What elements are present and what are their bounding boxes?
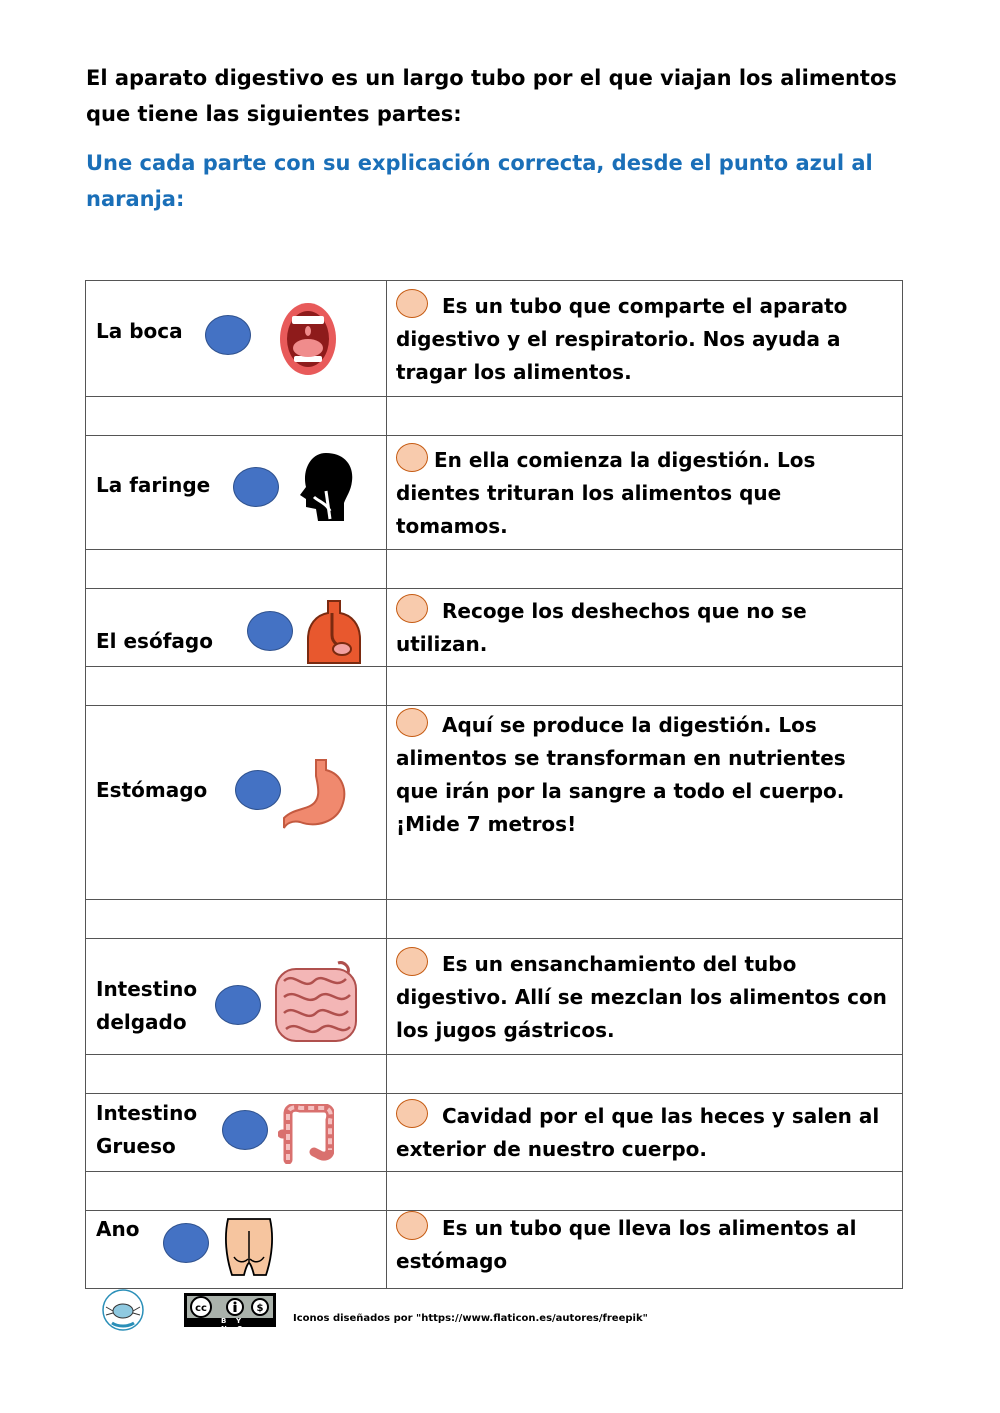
part-name: Ano	[96, 1217, 140, 1241]
blue-dot[interactable]	[163, 1223, 209, 1263]
part-cell	[86, 1094, 387, 1172]
spacer-row	[86, 900, 903, 939]
orange-dot[interactable]	[396, 947, 428, 976]
part-name: La faringe	[96, 473, 211, 497]
cc-icon	[188, 1296, 274, 1318]
head-silhouette-icon	[296, 451, 356, 523]
svg-text:$: $	[256, 1303, 264, 1314]
description-text: Recoge los deshechos que no se utilizan.	[396, 599, 807, 656]
part-cell	[86, 939, 387, 1055]
table-row	[86, 706, 903, 900]
svg-text:cc: cc	[195, 1303, 207, 1314]
orange-dot[interactable]	[396, 1099, 428, 1128]
icon-credit: Iconos diseñados por "https://www.flaticon.es/autores/freepik"	[293, 1313, 648, 1324]
description-text: Aquí se produce la digestión. Los alimentos se transforman en nutrientes que irán por la sangre a todo el cuerpo.	[396, 713, 846, 803]
part-name: Intestino delgado	[96, 977, 198, 1034]
spacer-row	[86, 397, 903, 436]
description-cell	[387, 939, 903, 1055]
description-cell	[387, 1211, 903, 1289]
orange-dot[interactable]	[396, 1211, 428, 1240]
spacer-row	[86, 1172, 903, 1211]
orange-dot[interactable]	[396, 594, 428, 623]
intro-text: El aparato digestivo es un largo tubo por el que viajan los alimentos que tiene las siguientes partes:	[86, 66, 897, 126]
part-cell	[86, 1211, 387, 1289]
large-intestine-icon	[278, 1104, 334, 1164]
table-row	[86, 939, 903, 1055]
part-name: La boca	[96, 319, 183, 343]
table-row	[86, 1094, 903, 1172]
description-text: Es un ensanchamiento del tubo digestivo. Allí se mezclan los alimentos con los jugos gástricos.	[396, 951, 887, 1042]
spacer-row	[86, 1055, 903, 1094]
mouth-icon	[278, 301, 338, 377]
stomach-icon	[282, 758, 350, 830]
blue-dot[interactable]	[233, 467, 279, 507]
part-cell	[86, 436, 387, 550]
orange-dot[interactable]	[396, 289, 428, 318]
blue-dot[interactable]	[222, 1110, 268, 1150]
buttocks-icon	[224, 1217, 274, 1279]
blue-dot[interactable]	[205, 315, 251, 355]
license-badge	[184, 1293, 276, 1333]
orange-dot[interactable]	[396, 708, 428, 737]
blue-dot[interactable]	[235, 770, 281, 810]
part-cell	[86, 281, 387, 397]
description-cell	[387, 1094, 903, 1172]
matching-table	[85, 280, 903, 1289]
description-cell	[387, 706, 903, 900]
table-row	[86, 436, 903, 550]
spacer-row	[86, 550, 903, 589]
logo-icon	[100, 1287, 146, 1333]
orange-dot[interactable]	[396, 443, 428, 472]
license-label: BY NC	[221, 1317, 252, 1333]
description-extra-text: ¡Mide 7 metros!	[396, 812, 577, 836]
small-intestine-icon	[274, 961, 358, 1043]
part-cell	[86, 706, 387, 900]
description-text: Cavidad por el que las heces y salen al exterior de nuestro cuerpo.	[396, 1104, 880, 1161]
table-row	[86, 281, 903, 397]
part-name: Intestino Grueso	[96, 1101, 198, 1158]
description-text: Es un tubo que comparte el aparato digestivo y el respiratorio. Nos ayuda a tragar los alimentos.	[396, 293, 848, 384]
instruction-text: Une cada parte con su explicación correcta, desde el punto azul al naranja:	[86, 151, 873, 211]
description-cell	[387, 281, 903, 397]
description-cell	[387, 589, 903, 667]
description-text: En ella comienza la digestión. Los dientes trituran los alimentos que tomamos.	[396, 447, 816, 538]
part-name: El esófago	[96, 629, 213, 653]
description-text: Es un tubo que lleva los alimentos al estómago	[396, 1216, 857, 1273]
table-row	[86, 589, 903, 667]
part-name: Estómago	[96, 778, 208, 802]
description-cell	[387, 436, 903, 550]
blue-dot[interactable]	[215, 985, 261, 1025]
part-cell	[86, 589, 387, 667]
spacer-row	[86, 667, 903, 706]
blue-dot[interactable]	[247, 611, 293, 651]
table-row	[86, 1211, 903, 1289]
esophagus-icon	[306, 599, 362, 665]
